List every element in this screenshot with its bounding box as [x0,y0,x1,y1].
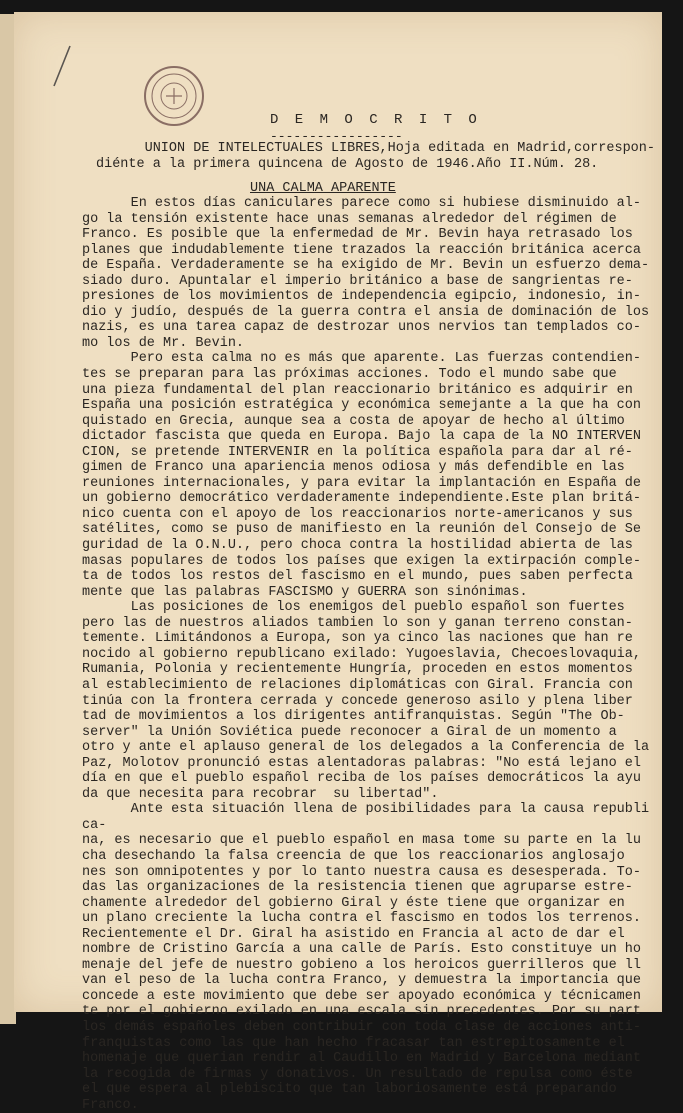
document-title: D E M O C R I T O [270,112,481,128]
body-line: das las organizaciones de la resistencia tienen que agruparse estre- [82,880,633,896]
body-line: Las posiciones de los enemigos del pueblo español son fuertes [82,600,625,616]
body-line: nazis, es una tarea capaz de destrozar unos nervios tan templados co- [82,320,641,336]
body-line: España una posición estratégica y económica semejante a la que ha con [82,398,641,414]
body-line: masas populares de todos los países que exigen la extirpación comple- [82,553,641,569]
body-line: cha desechando la falsa creencia de que los reaccionarios anglosajo [82,848,625,864]
body-line: na, es necesario que el pueblo español en masa tome su parte en la lu [82,833,641,849]
body-line: el que espera al plebiscito que tan laboriosamente está preparando [82,1082,617,1098]
body-line: los demás españoles deben contribuir con toda clase de acciones anti- [82,1019,641,1035]
body-line: al establecimiento de relaciones diplomáticas con Giral. Francia con [82,677,633,693]
body-line: otro y ante el aplauso general de los delegados a la Conferencia de la [82,740,650,756]
body-line: CION, se pretende INTERVENIR en la política española para dar al ré- [82,444,633,460]
body-line: da que necesita para recobrar su libertad". [82,786,439,802]
body-line: la recogida de firmas y donativos. Un resultado de repulsa como éste [82,1066,633,1082]
body-line: de España. Verdaderamente se ha exigido de Mr. Bevin un esfuerzo dema- [82,258,650,274]
body-line: ta de todos los restos del fascismo en el mundo, pues saben perfecta [82,569,633,585]
body-line: te por el gobierno exilado en una escala sin precedentes. Por su part [82,1004,641,1020]
body-line: go la tensión existente hace unas semanas alrededor del régimen de [82,211,617,227]
body-line: Paz, Molotov pronunció estas alentadoras palabras: "No está lejano el [82,755,641,771]
body-line: concede a este movimiento que debe ser apoyado económica y técnicamen [82,988,641,1004]
body-line: ca- [82,817,107,833]
body-line: Rumania, Polonia y recientemente Hungría, proceden en estos momentos [82,662,633,678]
body-line: un plano creciente la lucha contra el fascismo en todos los terrenos. [82,911,641,927]
body-line: gimen de Franco una apariencia menos odiosa y más defendible en las [82,460,625,476]
pencil-mark [50,42,74,92]
body-line: planes que indudablemente tiene trazados la reacción británica acerca [82,242,641,258]
body-line: reuniones internacionales, y para evitar la implantación en España de [82,475,641,491]
body-line: día en que el pueblo español reciba de los países democráticos la ayu [82,771,641,787]
body-line: nes son omnipotentes y por lo tanto nuestra causa es desesperada. To- [82,864,641,880]
body-line: una pieza fundamental del plan reaccionario británico es adquirir en [82,382,633,398]
body-line: tes se preparan para las próximas acciones. Todo el mundo sabe que [82,367,617,383]
article-title: UNA CALMA APARENTE [250,181,396,196]
body-line: chamente alrededor del gobierno Giral y éste tiene que organizar en [82,895,625,911]
document-header [96,141,656,172]
body-line: Pero esta calma no es más que aparente. Las fuerzas contendien- [82,351,641,367]
body-line: Ante esta situación llena de posibilidades para la causa republi [82,802,650,818]
body-line: homenaje que querian rendir al Caudillo en Madrid y Barcelona mediant [82,1051,641,1067]
body-line: mo los de Mr. Bevin. [82,335,245,351]
body-line: quistado en Grecia, aunque sea a costa de apoyar de hecho al último [82,413,625,429]
body-line: menaje del jefe de nuestro gobieno a los heroicos guerrilleros que ll [82,957,641,973]
title-underline: ----------------- [270,129,403,144]
body-line: nocido al gobierno republicano exilado: Yugoeslavia, Checoeslovaquia, [82,646,641,662]
body-line: van el peso de la lucha contra Franco, y demuestra la importancia que [82,973,641,989]
body-line: temente. Limitándonos a Europa, son ya cinco las naciones que han re [82,631,633,647]
archive-stamp [142,64,206,128]
body-line: Franco. Es posible que la enfermedad de Mr. Bevin haya retrasado los [82,227,633,243]
body-line: dio y judío, después de la guerra contra el ansia de dominación de los [82,304,650,320]
header-line: diénte a la primera quincena de Agosto de 1946.Año II.Núm. 28. [96,156,599,172]
article-body [82,196,652,1113]
body-line: dictador fascista que queda en Europa. Bajo la capa de la NO INTERVEN [82,429,641,445]
body-line: mente que las palabras FASCISMO y GUERRA son sinónimas. [82,584,528,600]
body-line: En estos días caniculares parece como si hubiese disminuido al- [82,196,641,211]
body-line: nombre de Cristino García a una calle de París. Esto constituye un ho [82,942,641,958]
body-line: tinúa con la frontera cerrada y concede generoso asilo y plena liber [82,693,633,709]
body-line: nico cuenta con el apoyo de los reaccionarios norte-americanos y sus [82,506,633,522]
body-line: siado duro. Apuntalar el imperio británico a base de sangrientas re- [82,273,633,289]
body-line: franquistas como las que han hecho fracasar tan estrepitosamente el [82,1035,625,1051]
body-line: Franco. [82,1097,139,1113]
body-line: un gobierno democrático verdaderamente independiente.Este plan britá- [82,491,641,507]
body-line: guridad de la O.N.U., pero choca contra la hostilidad abierta de las [82,538,633,554]
body-line: pero las de nuestros aliados tambien lo son y ganan terreno constan- [82,615,633,631]
body-line: satélites, como se puso de manifiesto en la reunión del Consejo de Se [82,522,641,538]
body-line: Recientemente el Dr. Giral ha asistido en Francia al acto de dar el [82,926,625,942]
body-line: presiones de los movimientos de independencia egipcio, indonesio, in- [82,289,641,305]
body-line: server" la Unión Soviética puede reconocer a Giral de un momento a [82,724,617,740]
header-line: UNION DE INTELECTUALES LIBRES,Hoja editada en Madrid,correspon- [96,141,655,156]
body-line: tad de movimientos a los dirigentes antifranquistas. Según "The Ob- [82,709,625,725]
